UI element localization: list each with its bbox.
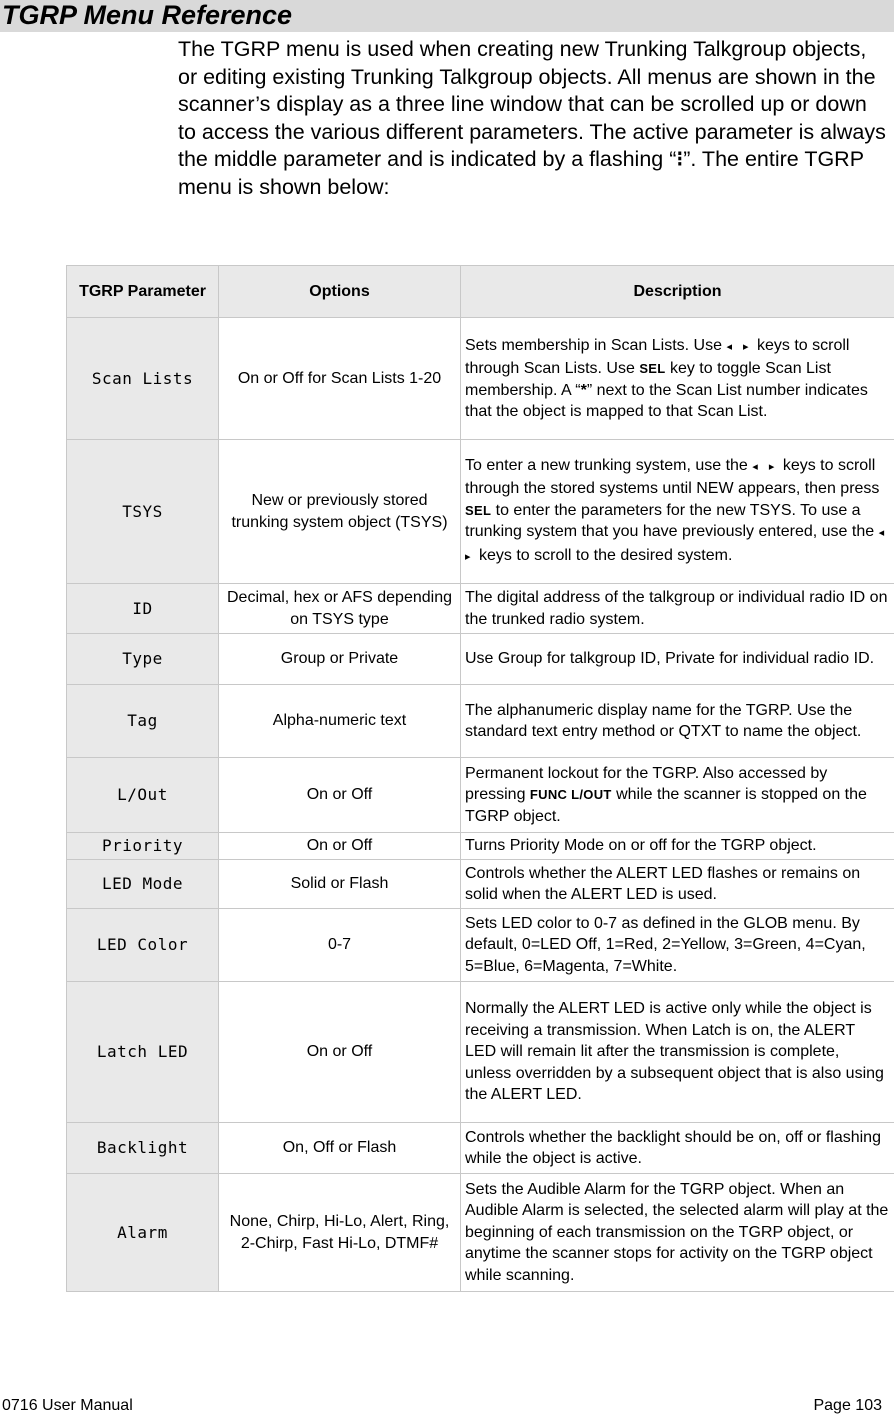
star-icon: *	[580, 381, 587, 399]
desc-tag: The alphanumeric display name for the TGRP. Use the standard text entry method or QTXT to name the object.	[461, 685, 894, 758]
desc-tsys	[461, 440, 894, 584]
options-priority: On or Off	[219, 833, 461, 860]
table-header-row	[67, 266, 894, 318]
intro-paragraph	[178, 36, 890, 201]
param-id: ID	[67, 584, 219, 634]
desc-text: keys to scroll through the stored systems until NEW appears, then press	[465, 456, 880, 498]
title-bar	[0, 0, 894, 32]
intro-text-1: The TGRP menu is used when creating new Trunking Talkgroup objects, or editing existing Trunking Talkgroup objects. All menus are shown in the scanner’s display as a three line window that can be scrolled up or down to access the various different parameters. The active parameter is always the middle parameter and is indicated by a flashing “	[178, 37, 886, 171]
desc-type: Use Group for talkgroup ID, Private for individual radio ID.	[461, 634, 894, 685]
table-row	[67, 758, 894, 833]
desc-text: Permanent lockout for the TGRP. Also accessed by pressing	[465, 764, 828, 804]
table-row	[67, 982, 894, 1123]
param-type: Type	[67, 634, 219, 685]
left-right-arrow-icon: ◂ ▸	[726, 340, 753, 353]
options-led-color: 0-7	[219, 909, 461, 982]
table-row	[67, 584, 894, 634]
param-led-mode: LED Mode	[67, 860, 219, 909]
desc-text: key to toggle Scan List membership. A “	[465, 360, 831, 399]
param-scan-lists: Scan Lists	[67, 318, 219, 440]
header-parameter: TGRP Parameter	[67, 266, 219, 318]
desc-latch-led: Normally the ALERT LED is active only while the object is receiving a transmission. When Latch is on, the ALERT LED will remain lit after the transmission is complete, unless overridden by a subsequent object that is also using the ALERT LED.	[461, 982, 894, 1123]
page-title: TGRP Menu Reference	[2, 0, 293, 30]
param-latch-led: Latch LED	[67, 982, 219, 1123]
left-right-arrow-icon: ◂ ▸	[465, 527, 889, 563]
options-led-mode: Solid or Flash	[219, 860, 461, 909]
desc-backlight: Controls whether the backlight should be on, off or flashing while the object is active.	[461, 1123, 894, 1174]
param-priority: Priority	[67, 833, 219, 860]
desc-text: ” next to the Scan List number indicates that the object is mapped to that Scan List.	[465, 381, 868, 420]
options-latch-led: On or Off	[219, 982, 461, 1123]
desc-priority: Turns Priority Mode on or off for the TGRP object.	[461, 833, 894, 860]
options-type: Group or Private	[219, 634, 461, 685]
desc-text: while the scanner is stopped on the TGRP object.	[465, 786, 867, 825]
footer-manual-name: 0716 User Manual	[2, 1397, 133, 1414]
sel-key-label: SEL	[465, 502, 492, 518]
table-row	[67, 909, 894, 982]
desc-lout	[461, 758, 894, 833]
tgrp-reference-table	[66, 265, 894, 1292]
table-row	[67, 833, 894, 860]
table-row	[67, 1174, 894, 1292]
header-description: Description	[461, 266, 894, 318]
desc-text: Sets membership in Scan Lists. Use	[465, 336, 727, 354]
param-backlight: Backlight	[67, 1123, 219, 1174]
header-options: Options	[219, 266, 461, 318]
table-row	[67, 634, 894, 685]
options-id: Decimal, hex or AFS depending on TSYS type	[219, 584, 461, 634]
options-tsys: New or previously stored trunking system object (TSYS)	[219, 440, 461, 584]
intro-text-2: ”. The entire TGRP menu is shown below:	[178, 147, 864, 199]
left-right-arrow-icon: ◂ ▸	[752, 460, 779, 473]
desc-led-color: Sets LED color to 0-7 as defined in the GLOB menu. By default, 0=LED Off, 1=Red, 2=Yellow, 3=Green, 4=Cyan, 5=Blue, 6=Magenta, 7=White.	[461, 909, 894, 982]
options-tag: Alpha-numeric text	[219, 685, 461, 758]
param-led-color: LED Color	[67, 909, 219, 982]
func-lout-key-label: FUNC L/OUT	[529, 787, 612, 803]
table-row	[67, 860, 894, 909]
table-row	[67, 685, 894, 758]
desc-led-mode: Controls whether the ALERT LED flashes or remains on solid when the ALERT LED is used.	[461, 860, 894, 909]
desc-text: To enter a new trunking system, use the	[465, 456, 753, 474]
param-alarm: Alarm	[67, 1174, 219, 1292]
table-row	[67, 1123, 894, 1174]
desc-text: to enter the parameters for the new TSYS. To use a trunking system that you have previously entered, use the	[465, 501, 879, 541]
options-backlight: On, Off or Flash	[219, 1123, 461, 1174]
desc-id: The digital address of the talkgroup or individual radio ID on the trunked radio system.	[461, 584, 894, 634]
param-tag: Tag	[67, 685, 219, 758]
options-scan-lists: On or Off for Scan Lists 1-20	[219, 318, 461, 440]
footer-page-number: Page 103	[813, 1397, 882, 1414]
active-indicator-icon: ⁝	[676, 147, 684, 171]
param-tsys: TSYS	[67, 440, 219, 584]
param-lout: L/Out	[67, 758, 219, 833]
table-row	[67, 440, 894, 584]
options-alarm: None, Chirp, Hi-Lo, Alert, Ring, 2-Chirp, Fast Hi-Lo, DTMF#	[219, 1174, 461, 1292]
table-row	[67, 318, 894, 440]
desc-alarm: Sets the Audible Alarm for the TGRP object. When an Audible Alarm is selected, the selected alarm will play at the beginning of each transmission on the TGRP object, or anytime the scanner stops for activity on the TGRP object while scanning.	[461, 1174, 894, 1292]
desc-scan-lists	[461, 318, 894, 440]
desc-text: keys to scroll to the desired system.	[474, 546, 733, 564]
sel-key-label: SEL	[639, 361, 666, 376]
desc-text: keys to scroll through Scan Lists. Use	[465, 336, 850, 377]
options-lout: On or Off	[219, 758, 461, 833]
